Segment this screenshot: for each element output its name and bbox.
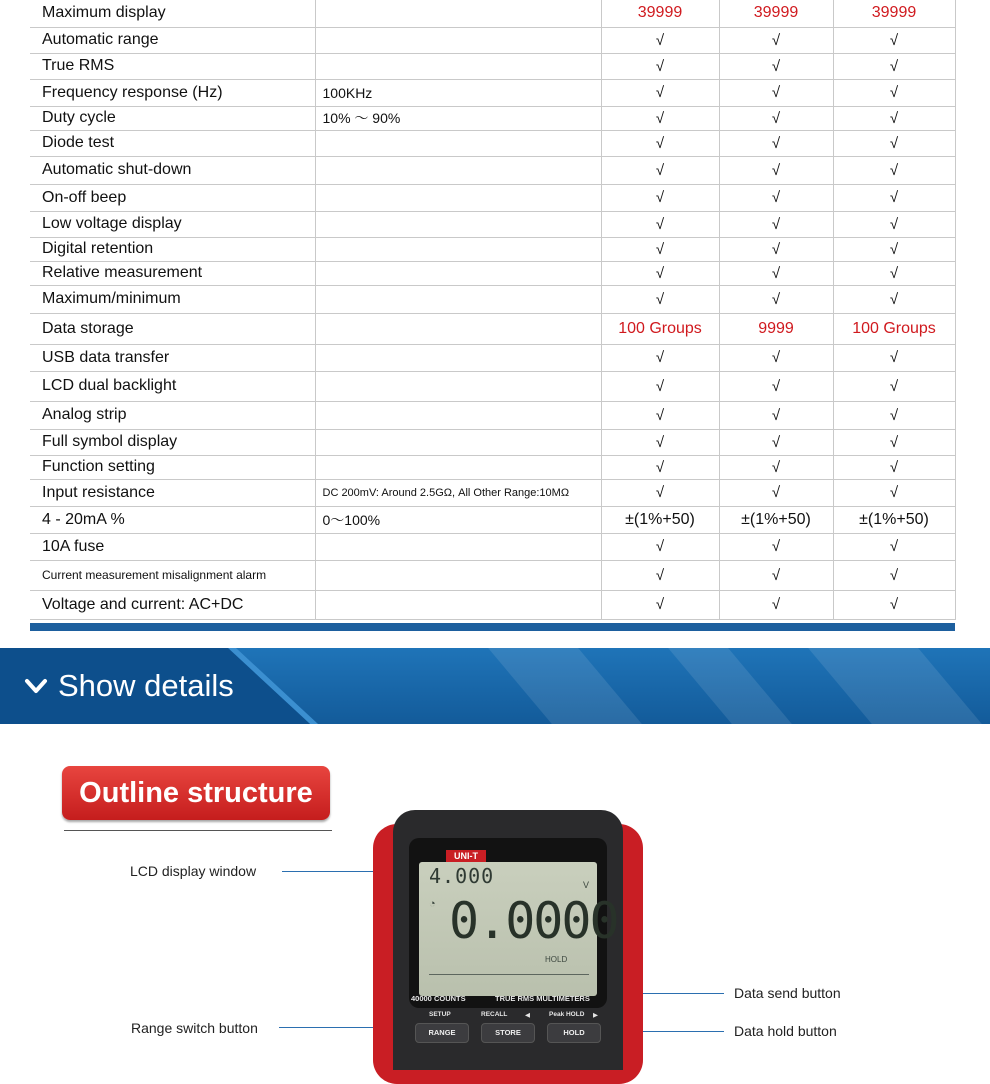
banner-title (24, 668, 234, 704)
table-row (30, 184, 955, 211)
spec-value-cell-2: 39999 (719, 0, 833, 27)
spec-table (30, 0, 956, 620)
outline-structure-badge: Outline structure (62, 766, 330, 820)
spec-value-cell-2: √ (719, 344, 833, 371)
spec-value-cell-2: √ (719, 27, 833, 53)
spec-desc-cell (315, 533, 601, 560)
recall-label: RECALL (481, 1011, 508, 1018)
spec-desc-cell (315, 0, 601, 27)
spec-name-cell: Diode test (30, 130, 315, 156)
lcd-secondary-reading: 4.000 (429, 864, 495, 888)
spec-value-cell-3: ±(1%+50) (833, 506, 955, 533)
spec-name-cell: True RMS (30, 53, 315, 79)
spec-value-cell-3: √ (833, 53, 955, 79)
spec-value-cell-2: 9999 (719, 313, 833, 344)
table-row (30, 429, 955, 455)
spec-value-cell-1: √ (601, 237, 719, 261)
spec-desc-cell: 100KHz (315, 79, 601, 106)
spec-value-cell-3: √ (833, 184, 955, 211)
spec-value-cell-2: √ (719, 79, 833, 106)
show-details-banner (0, 648, 990, 724)
callout-hold-label: Data hold button (734, 1023, 837, 1039)
lcd-unit: V (583, 880, 590, 890)
spec-value-cell-1: √ (601, 261, 719, 285)
spec-value-cell-1: √ (601, 106, 719, 130)
spec-value-cell-1: √ (601, 560, 719, 590)
table-row (30, 285, 955, 313)
table-row (30, 0, 955, 27)
spec-desc-cell (315, 130, 601, 156)
spec-value-cell-3: √ (833, 455, 955, 479)
table-row (30, 211, 955, 237)
spec-value-cell-1: √ (601, 211, 719, 237)
spec-value-cell-1: √ (601, 401, 719, 429)
outline-underline (64, 830, 332, 831)
brand-logo: UNI-T (446, 850, 486, 863)
spec-value-cell-2: √ (719, 130, 833, 156)
spec-desc-cell (315, 429, 601, 455)
spec-value-cell-3: √ (833, 533, 955, 560)
spec-value-cell-1: √ (601, 429, 719, 455)
spec-name-cell: Analog strip (30, 401, 315, 429)
spec-value-cell-1: √ (601, 156, 719, 184)
spec-value-cell-1: √ (601, 371, 719, 401)
table-row (30, 533, 955, 560)
callout-lcd-label: LCD display window (130, 863, 257, 879)
spec-value-cell-3: √ (833, 429, 955, 455)
hold-button[interactable]: HOLD (547, 1023, 601, 1043)
spec-value-cell-3: √ (833, 371, 955, 401)
spec-name-cell: Maximum display (30, 0, 315, 27)
spec-value-cell-1: ±(1%+50) (601, 506, 719, 533)
spec-value-cell-1: 100 Groups (601, 313, 719, 344)
spec-value-cell-2: √ (719, 184, 833, 211)
table-row (30, 344, 955, 371)
spec-value-cell-2: √ (719, 371, 833, 401)
multimeter-device (373, 810, 643, 1070)
chevron-down-icon (24, 674, 48, 698)
spec-value-cell-3: √ (833, 560, 955, 590)
banner-stripe (668, 648, 792, 724)
spec-name-cell: USB data transfer (30, 344, 315, 371)
spec-value-cell-3: √ (833, 237, 955, 261)
spec-value-cell-3: √ (833, 590, 955, 619)
spec-value-cell-1: √ (601, 455, 719, 479)
range-button[interactable]: RANGE (415, 1023, 469, 1043)
spec-desc-cell (315, 237, 601, 261)
spec-name-cell: LCD dual backlight (30, 371, 315, 401)
spec-desc-cell: DC 200mV: Around 2.5GΩ, All Other Range:10MΩ (315, 479, 601, 506)
callout-range-label: Range switch button (131, 1020, 258, 1036)
spec-value-cell-2: √ (719, 590, 833, 619)
spec-value-cell-1: √ (601, 344, 719, 371)
spec-value-cell-2: √ (719, 237, 833, 261)
banner-title-text: Show details (58, 668, 234, 703)
device-body (393, 810, 623, 1070)
lcd-bezel (409, 838, 618, 1008)
table-bottom-bar (30, 623, 955, 631)
spec-value-cell-3: √ (833, 130, 955, 156)
spec-value-cell-1: √ (601, 479, 719, 506)
spec-desc-cell (315, 371, 601, 401)
table-row (30, 79, 955, 106)
spec-value-cell-2: ±(1%+50) (719, 506, 833, 533)
spec-desc-cell: 0～100% (315, 506, 601, 533)
spec-value-cell-3: 100 Groups (833, 313, 955, 344)
spec-desc-cell (315, 455, 601, 479)
spec-name-cell: Duty cycle (30, 106, 315, 130)
spec-value-cell-1: 39999 (601, 0, 719, 27)
spec-value-cell-2: √ (719, 533, 833, 560)
banner-stripe (488, 648, 642, 724)
table-row (30, 560, 955, 590)
spec-desc-cell (315, 590, 601, 619)
table-row (30, 590, 955, 619)
spec-name-cell: Function setting (30, 455, 315, 479)
spec-value-cell-1: √ (601, 184, 719, 211)
spec-name-cell: On-off beep (30, 184, 315, 211)
spec-value-cell-3: √ (833, 344, 955, 371)
table-row (30, 479, 955, 506)
spec-desc-cell (315, 344, 601, 371)
table-row (30, 53, 955, 79)
spec-name-cell: Frequency response (Hz) (30, 79, 315, 106)
table-row (30, 261, 955, 285)
table-row (30, 237, 955, 261)
spec-value-cell-3: 39999 (833, 0, 955, 27)
spec-desc-cell (315, 285, 601, 313)
table-row (30, 106, 955, 130)
spec-desc-cell: 10% ～ 90% (315, 106, 601, 130)
lcd-display (419, 862, 618, 996)
store-button[interactable]: STORE (481, 1023, 535, 1043)
table-row (30, 506, 955, 533)
spec-value-cell-1: √ (601, 590, 719, 619)
spec-value-cell-2: √ (719, 261, 833, 285)
spec-value-cell-3: √ (833, 261, 955, 285)
lcd-main-reading: 0.0000 (449, 892, 618, 950)
spec-name-cell: Voltage and current: AC+DC (30, 590, 315, 619)
spec-desc-cell (315, 560, 601, 590)
spec-desc-cell (315, 27, 601, 53)
spec-name-cell: Input resistance (30, 479, 315, 506)
spec-value-cell-3: √ (833, 401, 955, 429)
spec-value-cell-1: √ (601, 130, 719, 156)
spec-desc-cell (315, 401, 601, 429)
spec-value-cell-2: √ (719, 401, 833, 429)
spec-name-cell: Low voltage display (30, 211, 315, 237)
callout-send-label: Data send button (734, 985, 841, 1001)
spec-value-cell-3: √ (833, 479, 955, 506)
table-row (30, 401, 955, 429)
spec-name-cell: Relative measurement (30, 261, 315, 285)
spec-value-cell-3: √ (833, 79, 955, 106)
spec-name-cell: Digital retention (30, 237, 315, 261)
spec-name-cell: 4 - 20mA % (30, 506, 315, 533)
spec-desc-cell (315, 156, 601, 184)
table-row (30, 27, 955, 53)
right-arrow-icon: ▶ (593, 1012, 598, 1019)
spec-value-cell-2: √ (719, 455, 833, 479)
table-row (30, 313, 955, 344)
auto-power-icon: ◔ (429, 898, 436, 910)
banner-stripe (808, 648, 982, 724)
peak-hold-label: Peak HOLD (549, 1011, 585, 1018)
table-row (30, 371, 955, 401)
spec-value-cell-3: √ (833, 156, 955, 184)
lcd-hold-indicator: HOLD (545, 955, 568, 964)
setup-label: SETUP (429, 1011, 451, 1018)
spec-name-cell: Data storage (30, 313, 315, 344)
spec-name-cell: Full symbol display (30, 429, 315, 455)
spec-value-cell-3: √ (833, 285, 955, 313)
spec-name-cell: Automatic range (30, 27, 315, 53)
spec-name-cell: Maximum/minimum (30, 285, 315, 313)
spec-value-cell-2: √ (719, 560, 833, 590)
counts-label: 40000 COUNTS (411, 994, 466, 1003)
spec-name-cell: 10A fuse (30, 533, 315, 560)
spec-value-cell-2: √ (719, 156, 833, 184)
spec-value-cell-1: √ (601, 79, 719, 106)
spec-value-cell-2: √ (719, 429, 833, 455)
spec-value-cell-1: √ (601, 533, 719, 560)
table-row (30, 130, 955, 156)
spec-name-cell: Current measurement misalignment alarm (30, 560, 315, 590)
spec-desc-cell (315, 53, 601, 79)
left-arrow-icon: ◀ (525, 1012, 530, 1019)
spec-value-cell-2: √ (719, 285, 833, 313)
spec-value-cell-3: √ (833, 106, 955, 130)
spec-value-cell-2: √ (719, 211, 833, 237)
table-row (30, 455, 955, 479)
model-line-label: TRUE RMS MULTIMETERS (495, 994, 590, 1003)
spec-name-cell: Automatic shut-down (30, 156, 315, 184)
spec-desc-cell (315, 313, 601, 344)
spec-value-cell-3: √ (833, 211, 955, 237)
table-row (30, 156, 955, 184)
spec-desc-cell (315, 184, 601, 211)
spec-value-cell-1: √ (601, 27, 719, 53)
spec-value-cell-2: √ (719, 53, 833, 79)
analog-bar-scale (429, 974, 589, 975)
spec-value-cell-1: √ (601, 285, 719, 313)
spec-value-cell-1: √ (601, 53, 719, 79)
spec-value-cell-2: √ (719, 106, 833, 130)
spec-value-cell-2: √ (719, 479, 833, 506)
spec-value-cell-3: √ (833, 27, 955, 53)
spec-desc-cell (315, 261, 601, 285)
spec-desc-cell (315, 211, 601, 237)
